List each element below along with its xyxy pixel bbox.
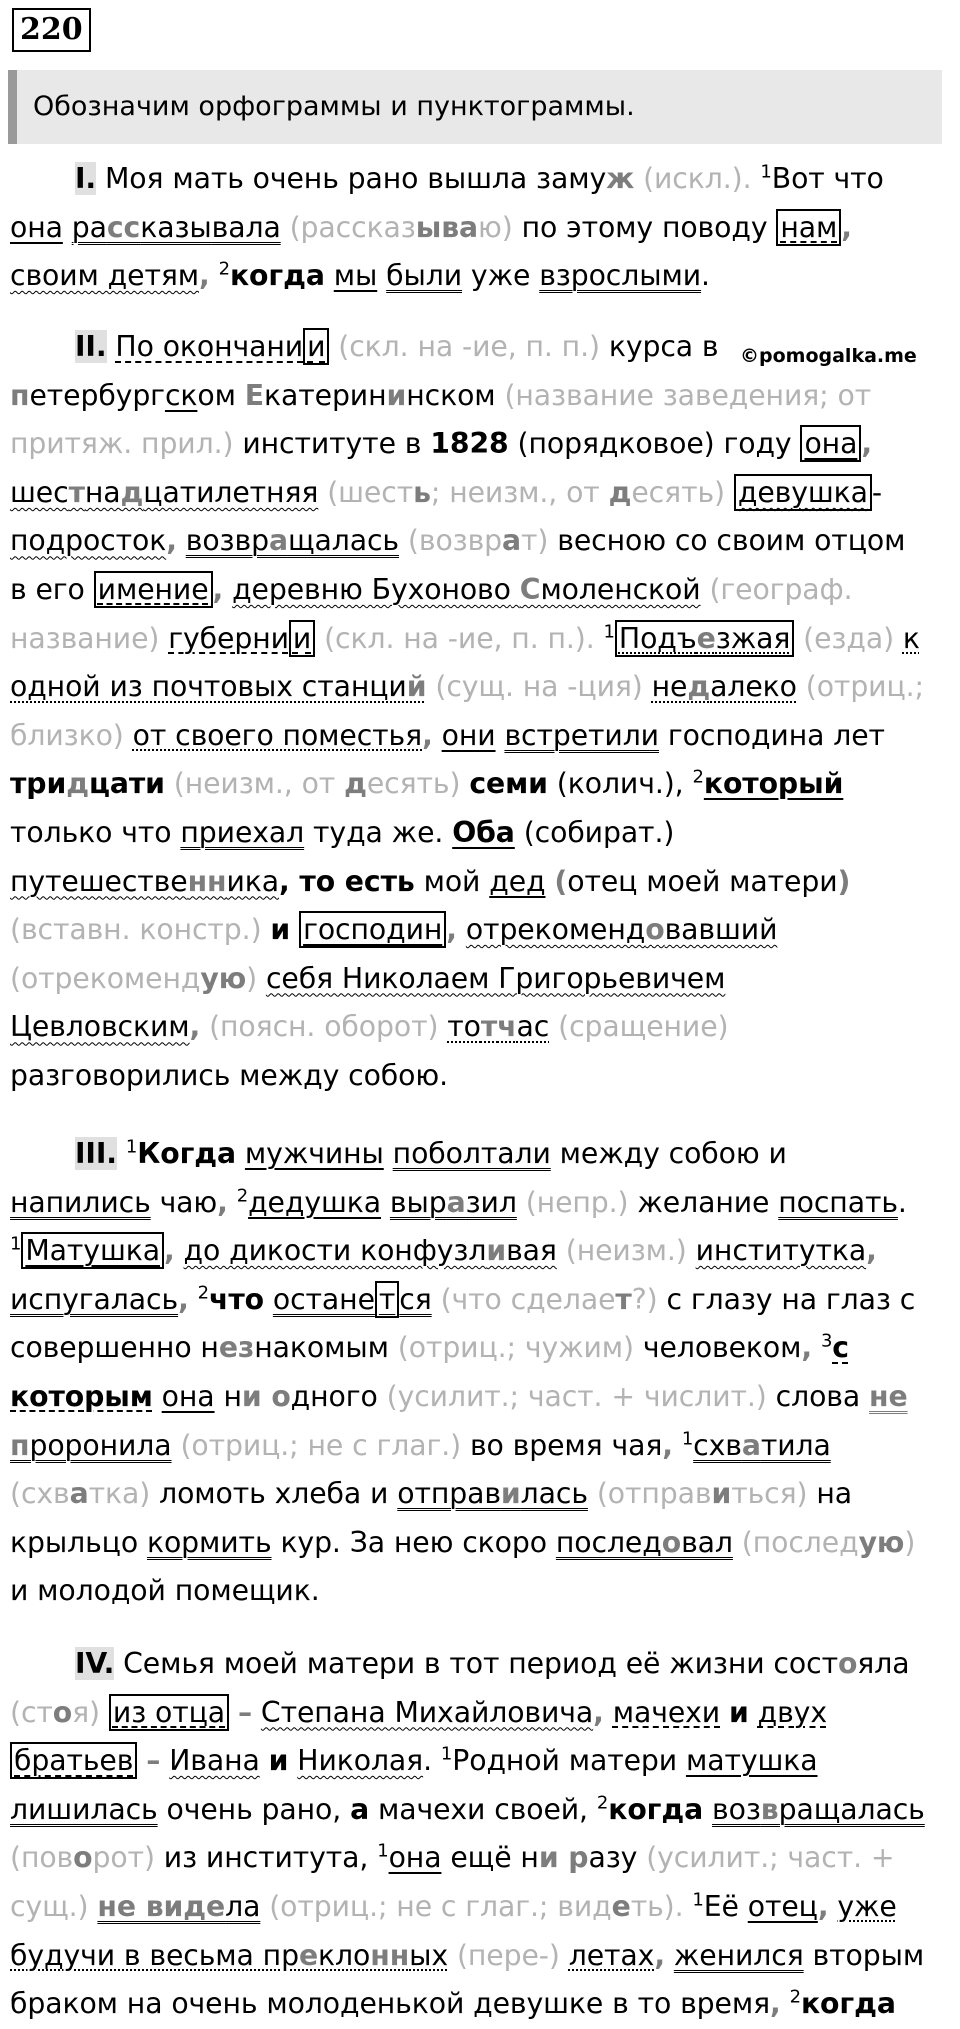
note: притяж. прил.) — [10, 427, 234, 461]
note: (отриц.; не с глаг.; видеть). — [269, 1889, 684, 1923]
boxed-word: девушка — [734, 474, 872, 511]
predicate: не видела — [97, 1889, 261, 1923]
roman-numeral: I. — [75, 162, 97, 195]
note: (шесть; неизм., от десять) — [327, 475, 725, 509]
subject: Матушка — [21, 1232, 164, 1269]
p3-line-2: напились чаю, $^2$дедушка выразил (непр.) желание поспать. — [10, 1185, 907, 1219]
roman-numeral: II. — [75, 330, 107, 363]
p4-line-8: браком на очень молоденькой девушке в то время, $^2$когда — [10, 1986, 896, 2021]
clause-index: 1 — [760, 161, 772, 183]
section-banner — [8, 70, 942, 144]
note: (скл. на -ие, п. п.) — [338, 330, 600, 363]
subject: мы — [333, 259, 378, 293]
text: по этому поводу — [521, 210, 768, 244]
predicate: схватила — [693, 1428, 831, 1462]
p3-line-5: совершенно незнакомым (отриц.; чужим) человеком, $^3$с — [10, 1330, 849, 1365]
p2-line-3: притяж. прил.) институте в 1828 (порядковое) году она , — [10, 427, 872, 461]
paragraph-4 — [10, 1640, 945, 2029]
p3-line-9: крыльцо кормить кур. За нею скоро последовал (последую) — [10, 1525, 916, 1559]
boxed-word: нам — [776, 209, 841, 246]
predicate: остане т ся — [272, 1282, 432, 1316]
p2-line-5: подросток, возвращалась (возврат) весною со своим отцом — [10, 524, 906, 558]
predicate: взрослыми — [539, 259, 702, 293]
predicate: выразил — [389, 1185, 517, 1219]
text: Моя мать очень рано вышла заму — [104, 162, 607, 195]
note: (название заведения; от — [504, 378, 872, 412]
paragraph-2 — [10, 323, 945, 1101]
adverbial-participle: будучи в весьма преклонных — [10, 1938, 449, 1972]
p4-line-7: будучи в весьма преклонных (пере-) летах, женился вторым — [10, 1938, 925, 1972]
adverbial: недалеко — [651, 670, 797, 704]
p2-line-15: Цевловским, (поясн. оборот) тотчас (сращение) — [10, 1010, 729, 1044]
predicate: напились — [10, 1185, 151, 1219]
object: губерни и — [168, 620, 315, 657]
paragraph-1 — [10, 155, 945, 301]
note: (искл.). — [643, 162, 752, 195]
adverbial: одной из почтовых станций — [10, 670, 427, 704]
paragraph-3 — [10, 1130, 945, 1616]
p1-line-2 — [10, 204, 945, 253]
attribute: до дикости конфузливая — [183, 1234, 557, 1268]
p2-line-1 — [10, 323, 945, 372]
predicate: встретили — [504, 718, 659, 752]
p1-line-3 — [10, 252, 945, 301]
p2-line-8: одной из почтовых станций (сущ. на -ция) недалеко (отриц.; — [10, 670, 924, 704]
predicate: рассказывала — [71, 210, 281, 244]
p4-line-2: (стоя) из отца – Степана Михайловича, мачехи и двух — [10, 1695, 827, 1729]
boxed-word: братьев — [10, 1742, 137, 1779]
p2-line-11: только что приехал туда же. Оба (собират.) — [10, 815, 675, 849]
subject: она — [10, 210, 63, 244]
p2-line-14: (отрекомендую) себя Николаем Григорьевичем — [10, 961, 726, 995]
banner-text: Обозначим орфограммы и пунктограммы. — [33, 91, 635, 122]
subject: она — [800, 425, 861, 462]
attribute: шестнадцатилетняя — [10, 475, 319, 509]
p2-line-13: (вставн. констр.) и господин , отрекомендовавший — [10, 913, 778, 947]
p4-line-1: IV. Семья моей матери в тот период её жизни состояла — [75, 1647, 910, 1680]
note: (последую) — [741, 1525, 916, 1559]
p2-line-4: шестнадцатилетняя (шесть; неизм., от десять) девушка - — [10, 475, 883, 509]
note: (отрекомендую) — [10, 961, 258, 995]
p1-line-1 — [10, 155, 945, 204]
predicate: приехал — [180, 815, 305, 849]
p3-line-6: которым она ни одного (усилит.; част. + числит.) слова не — [10, 1379, 908, 1413]
subject: она — [161, 1379, 215, 1413]
adverbial: тотчас — [447, 1010, 550, 1044]
note: (отправиться) — [596, 1477, 808, 1511]
punctuation: , — [199, 259, 210, 293]
apposition: своим детям — [10, 259, 200, 293]
subject: они — [441, 718, 496, 752]
subject: мужчины — [244, 1137, 384, 1170]
p2-line-10: тридцати (неизм., от десять) семи (колич.), $^2$который — [10, 766, 844, 801]
subject: господин — [299, 911, 446, 948]
attribute: путешественника — [10, 864, 280, 898]
p4-line-5: (поворот) из института, $^1$она ещё ни разу (усилит.; част. + — [10, 1840, 895, 1875]
p4-line-4: лишилась очень рано, а мачехи своей, $^2$когда возвращалась — [10, 1792, 925, 1826]
p3-line-1: III. $^1$Когда мужчины поболтали между собою и — [75, 1136, 787, 1170]
note: (стоя) — [10, 1695, 100, 1729]
p2-line-12: путешественника, то есть мой дед (отец моей матери) — [10, 864, 851, 898]
note: (поворот) — [10, 1841, 155, 1875]
predicate: возвращалась — [712, 1792, 925, 1826]
predicate: возвращалась — [185, 524, 400, 558]
p2-line-7: название) губерни и (скл. на -ие, п. п.). $^1$ Подъезжая (езда) к — [10, 621, 920, 655]
watermark: ©pomogalka.me — [740, 345, 917, 367]
predicate: женился — [673, 1938, 804, 1972]
p3-line-8: (схватка) ломоть хлеба и отправилась (отправиться) на — [10, 1477, 853, 1511]
predicate: проронила — [10, 1428, 172, 1462]
conjunction: когда — [229, 259, 325, 293]
p4-line-3: братьев – Ивана и Николая. $^1$Родной матери матушка — [10, 1737, 945, 1786]
note: (географ. — [709, 572, 853, 606]
subject: матушка — [685, 1744, 818, 1778]
p2-line-9: близко) от своего поместья, они встретили господина лет — [10, 718, 885, 752]
p2-line-16: разговорились между собою. — [10, 1058, 448, 1092]
boxed-word: имение — [94, 571, 213, 608]
note: (возврат) — [407, 524, 549, 558]
predicate: последовал — [555, 1525, 733, 1559]
punctuation: , — [841, 210, 852, 244]
p2-line-2: петербургском Екатерининском (название заведения; от — [10, 378, 872, 412]
text: уже — [470, 259, 531, 293]
adverbial-participle: Подъезжая — [615, 620, 794, 657]
note: (неизм., от десять) — [173, 767, 461, 801]
predicate: поболтали — [392, 1137, 551, 1170]
p2-line-6: в его имение , деревню Бухоново Смоленской (географ. — [10, 572, 853, 606]
text: Вот что — [771, 162, 884, 195]
predicate: были — [386, 259, 463, 293]
text: . — [701, 259, 710, 293]
boxed-word: из отца — [109, 1694, 229, 1731]
roman-numeral: IV. — [75, 1647, 115, 1680]
p3-line-7: проронила (отриц.; не с глаг.) во время чая, $^1$схватила — [10, 1428, 831, 1462]
apposition: деревню Бухоново Смоленской — [232, 572, 701, 606]
note: (схватка) — [10, 1477, 151, 1511]
orthogram: ж — [606, 162, 635, 195]
clause-index: 2 — [218, 258, 230, 280]
predicate: отправилась — [397, 1477, 588, 1511]
adverbial: По окончани и — [115, 328, 329, 365]
roman-numeral: III. — [75, 1137, 117, 1170]
p3-line-10: и молодой помещик. — [10, 1574, 320, 1608]
p4-line-6: сущ.) не видела (отриц.; не с глаг.; видеть). $^1$Её отец, уже — [10, 1889, 897, 1923]
predicate: испугалась — [10, 1282, 179, 1316]
text: курса в — [608, 330, 719, 363]
p3-line-4: испугалась, $^2$что остане т ся (что сделает?) с глазу на глаз с — [10, 1282, 916, 1316]
predicate: лишилась — [10, 1792, 158, 1826]
note: (что сделает?) — [440, 1282, 658, 1316]
task-number: 220 — [12, 8, 91, 52]
p3-line-3: $^1$ Матушка , до дикости конфузливая (неизм.) институтка, — [10, 1233, 877, 1268]
note: (рассказываю) — [289, 210, 513, 244]
participle: отрекомендовавший — [465, 913, 778, 947]
